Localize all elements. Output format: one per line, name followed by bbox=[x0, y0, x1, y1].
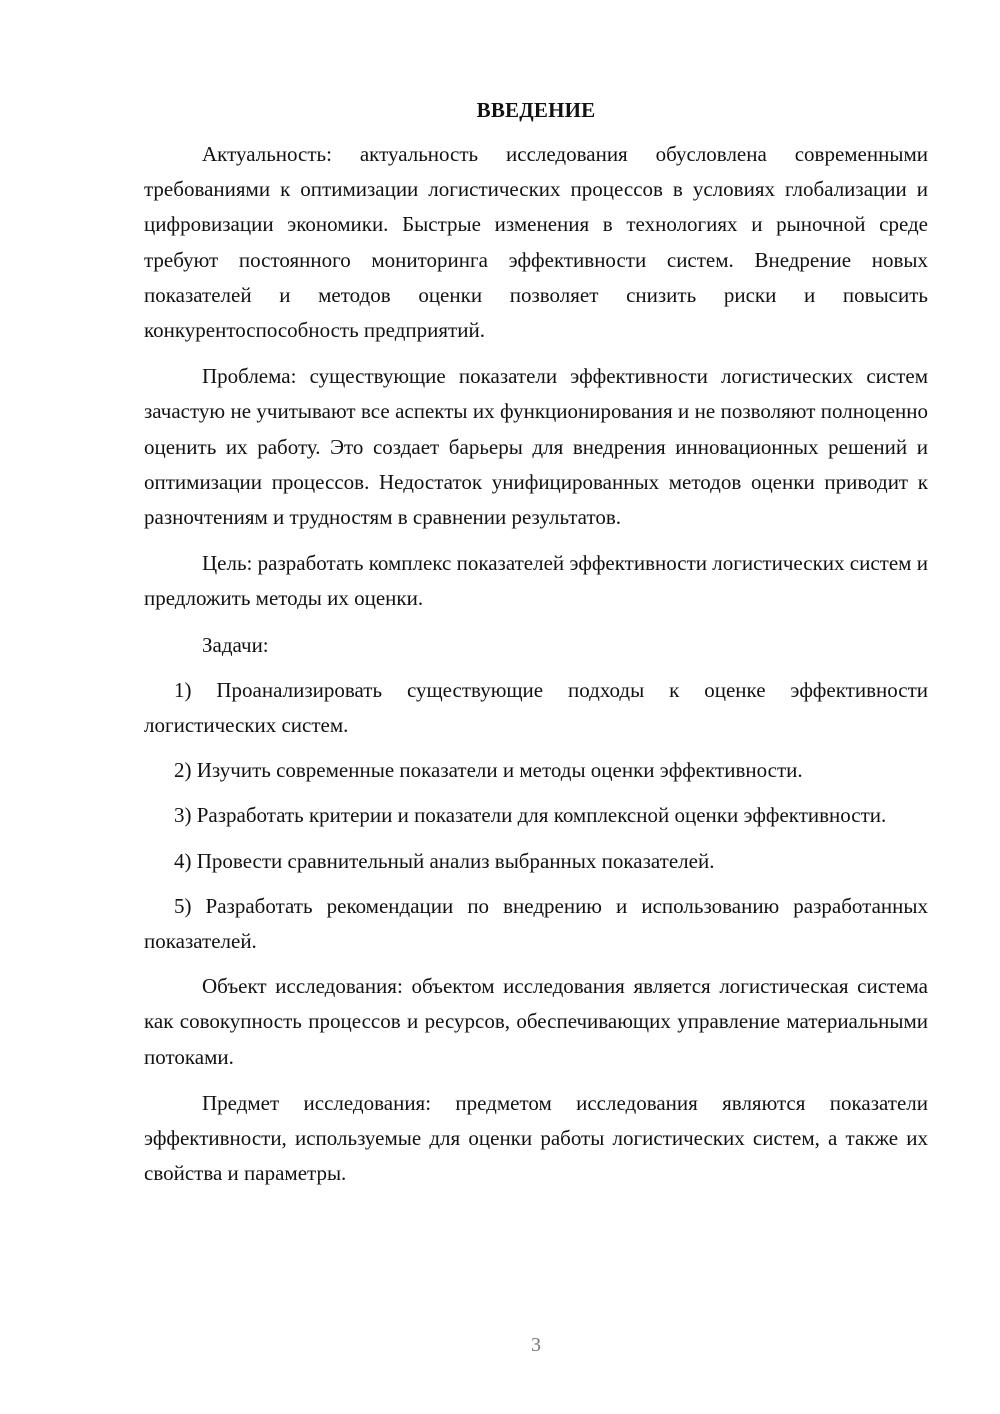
task-item-2: 2) Изучить современные показатели и методы оценки эффективности. bbox=[174, 758, 803, 783]
relevance-paragraph: Актуальность: актуальность исследования обусловлена современными требованиями к оптимизации логистических процессов в условиях глобализации и цифровизации экономики. Быстрые изменения в технологиях и рыночной среде требуют постоянного мониторинга эффективности систем. Внедрение новых показателей и методов оценки позволяет снизить риски и повысить конкурентоспособность предприятий. bbox=[144, 142, 928, 343]
task-item-5: 5) Разработать рекомендации по внедрению и использованию разработанных показателей. bbox=[144, 893, 928, 954]
problem-paragraph: Проблема: существующие показатели эффективности логистических систем зачастую не учитывают все аспекты их функционирования и не позволяют полноценно оценить их работу. Это создает барьеры для внедрения инновационных решений и оптимизации процессов. Недостаток унифицированных методов оценки приводит к разночтениям и трудностям в сравнении результатов. bbox=[144, 364, 928, 530]
task-item-1: 1) Проанализировать существующие подходы к оценке эффективности логистических систем. bbox=[144, 677, 928, 738]
page-number: 3 bbox=[531, 1334, 541, 1356]
page-title: ВВЕДЕНИЕ bbox=[476, 98, 596, 122]
tasks-heading: Задачи: bbox=[202, 632, 269, 657]
goal-paragraph: Цель: разработать комплекс показателей эффективности логистических систем и предложить методы их оценки. bbox=[144, 551, 928, 611]
subject-paragraph: Предмет исследования: предметом исследования являются показатели эффективности, используемые для оценки работы логистических систем, а также их свойства и параметры. bbox=[144, 1090, 928, 1186]
task-item-4: 4) Провести сравнительный анализ выбранных показателей. bbox=[174, 848, 715, 873]
page-content bbox=[144, 95, 928, 1202]
task-item-3: 3) Разработать критерии и показатели для комплексной оценки эффективности. bbox=[174, 803, 887, 828]
object-paragraph: Объект исследования: объектом исследования является логистическая система как совокупность процессов и ресурсов, обеспечивающих управление материальными потоками. bbox=[144, 974, 928, 1069]
